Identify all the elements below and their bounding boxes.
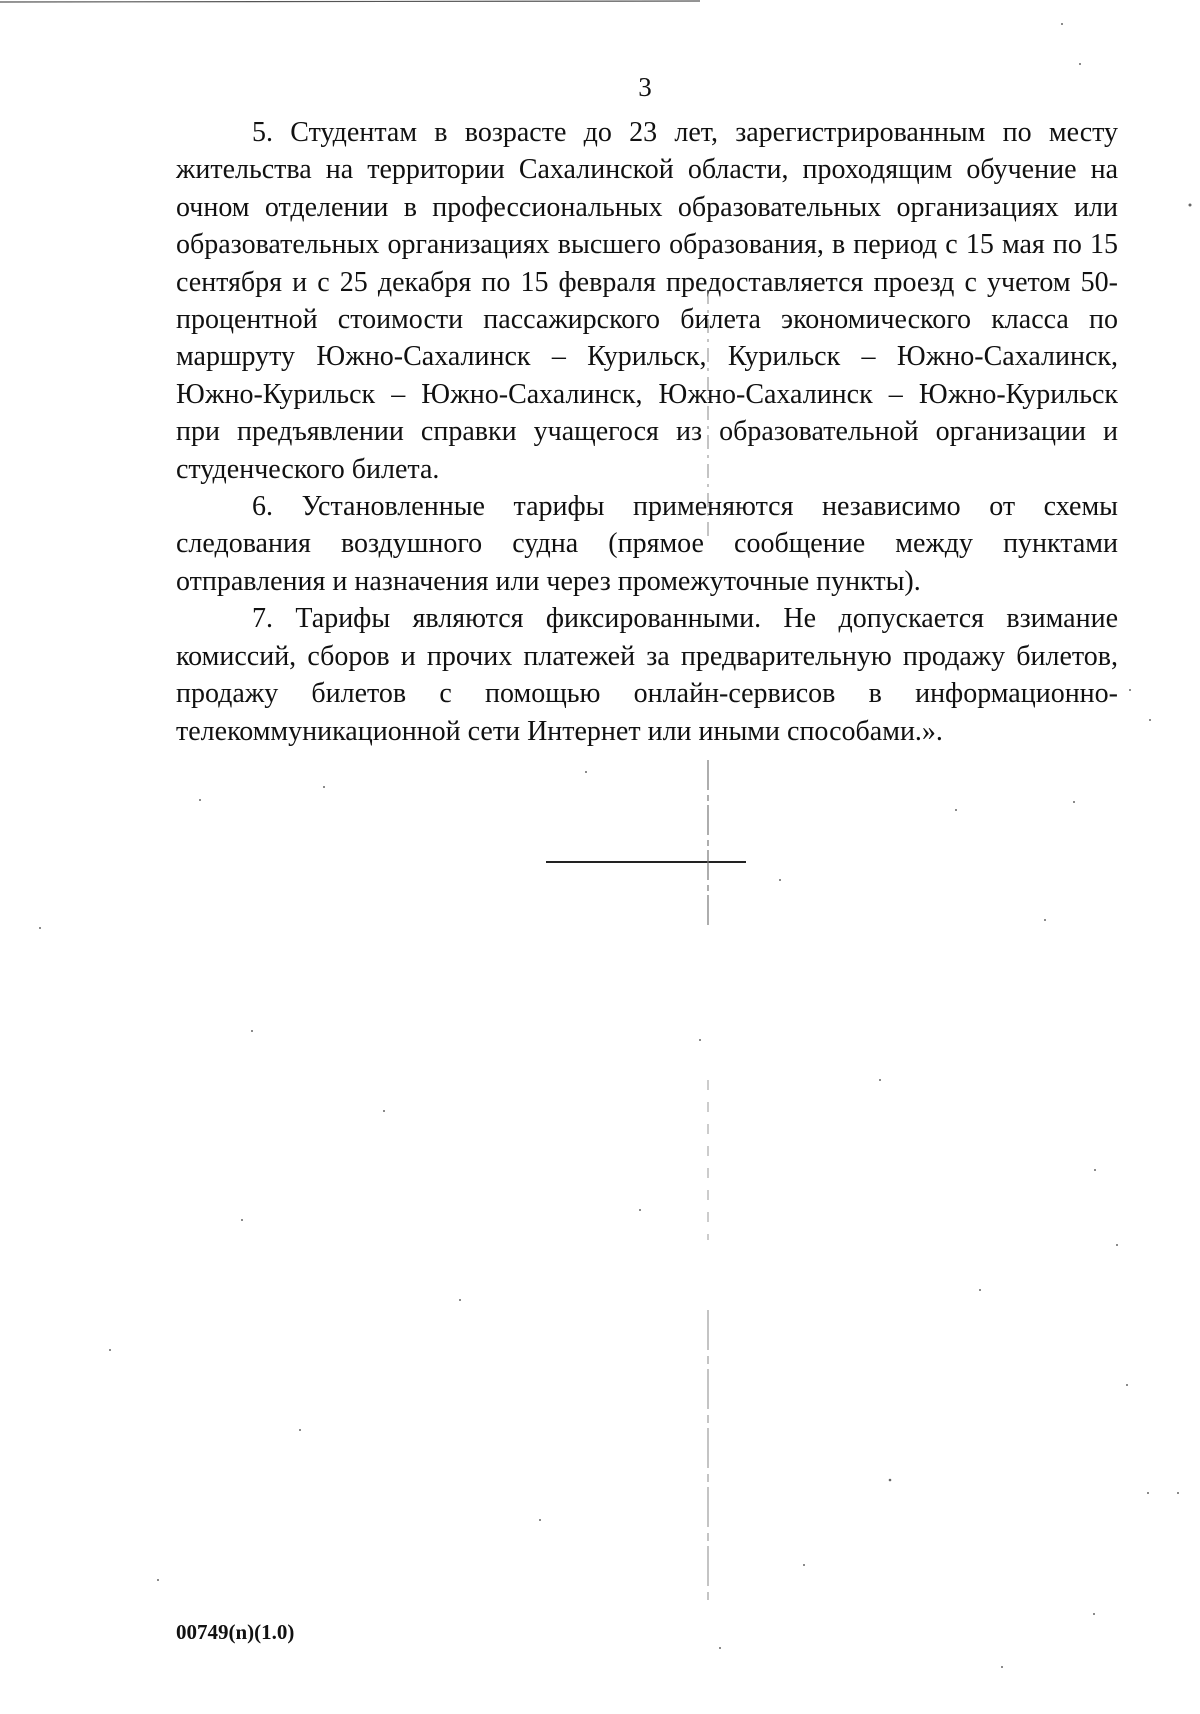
page-number: 3 [638, 72, 652, 102]
document-code: 00749(n)(1.0) [176, 1620, 295, 1644]
paragraph-5: 5. Студентам в возрасте до 23 лет, зарегистрированным по месту жительства на территории Сахалинской области, проходящим обучение на очном отделении в профессиональных образовательных организациях или образовательных организациях высшего образования, в период с 15 мая по 15 сентября и с 25 декабря по 15 февраля предоставляется проезд с учетом 50-процентной стоимости пассажирского билета экономического класса по маршруту Южно-Сахалинск – Курильск, Курильск – Южно-Сахалинск, Южно-Курильск – Южно-Сахалинск, Южно-Сахалинск – Южно-Курильск при предъявлении справки учащегося из образовательной организации и студенческого билета. [176, 117, 1118, 485]
document-body [176, 114, 1118, 750]
paragraph-7: 7. Тарифы являются фиксированными. Не допускается взимание комиссий, сборов и прочих платежей за предварительную продажу билетов, продажу билетов с помощью онлайн-сервисов в информационно-телекоммуникационной сети Интернет или иными способами.». [176, 603, 1118, 747]
paragraph-6: 6. Установленные тарифы применяются независимо от схемы следования воздушного судна (прямое сообщение между пунктами отправления и назначения или через промежуточные пункты). [176, 491, 1118, 597]
end-of-text-divider [546, 861, 746, 863]
